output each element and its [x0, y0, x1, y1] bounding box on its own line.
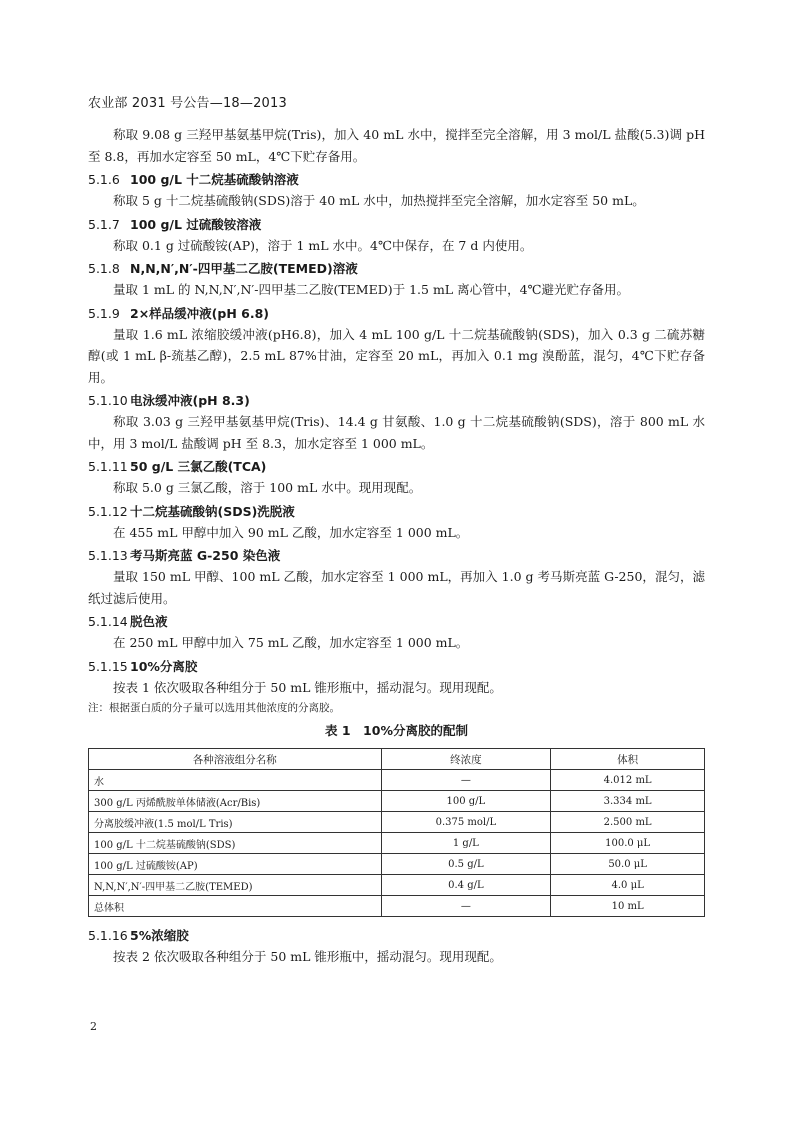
- table-row: [89, 875, 705, 896]
- section-paragraph: 在 250 mL 甲醇中加入 75 mL 乙酸，加水定容至 1 000 mL。: [113, 635, 469, 650]
- document-header: 农业部 2031 号公告—18—2013: [88, 96, 287, 111]
- section-number: 5.1.16: [88, 928, 128, 943]
- section-paragraph: 量取 1.6 mL 浓缩胶缓冲液(pH6.8)，加入 4 mL 100 g/L 十二烷基硫酸钠(SDS)，加入 0.3 g 二硫苏糖醇(或 1 mL β-巯基乙醇)，2.5 mL 87%甘油，定容至 20 mL，再加入 0.1 mg 溴酚蓝，混匀，4℃下贮存备用。: [88, 326, 705, 385]
- section-heading: [88, 545, 705, 566]
- table-cell: 0.4 g/L: [381, 875, 551, 896]
- table-cell: 100 g/L 过硫酸铵(AP): [89, 854, 382, 875]
- table-header-cell: 终浓度: [381, 749, 551, 770]
- table-cell: 10 mL: [551, 896, 705, 917]
- section-title: 50 g/L 三氯乙酸(TCA): [130, 459, 267, 474]
- table-cell: 0.375 mol/L: [381, 812, 551, 833]
- document-body: [88, 124, 705, 968]
- section-heading: [88, 390, 705, 411]
- table-cell: 50.0 μL: [551, 854, 705, 875]
- table-row: [89, 833, 705, 854]
- table-cell: 100 g/L 十二烷基硫酸钠(SDS): [89, 833, 382, 854]
- table-cell: —: [381, 896, 551, 917]
- section-heading: [88, 258, 705, 279]
- section-heading: [88, 656, 705, 677]
- table-header-cell: 各种溶液组分名称: [89, 749, 382, 770]
- table-cell: 2.500 mL: [551, 812, 705, 833]
- section-paragraph: 称取 5 g 十二烷基硫酸钠(SDS)溶于 40 mL 水中，加热搅拌至完全溶解，加水定容至 50 mL。: [113, 193, 645, 208]
- table-cell: 4.012 mL: [551, 770, 705, 791]
- section-title: 100 g/L 十二烷基硫酸钠溶液: [130, 172, 299, 187]
- section-heading: [88, 456, 705, 477]
- section-heading: [88, 925, 705, 946]
- section-title: 2×样品缓冲液(pH 6.8): [130, 305, 270, 321]
- section-number: 5.1.7: [88, 216, 120, 232]
- section-number: 5.1.8: [88, 261, 120, 276]
- intro-paragraph: 称取 9.08 g 三羟甲基氨基甲烷(Tris)，加入 40 mL 水中，搅拌至完全溶解，用 3 mol/L 盐酸(5.3)调 pH 至 8.8，再加水定容至 50 mL，4℃下贮存备用。: [88, 127, 705, 164]
- separating-gel-table: [88, 748, 705, 917]
- table-cell: 总体积: [89, 896, 382, 917]
- section-title: 十二烷基硫酸钠(SDS)洗脱液: [130, 503, 295, 519]
- table-row: [89, 854, 705, 875]
- table-cell: 100 g/L: [381, 791, 551, 812]
- table-header-row: [89, 749, 705, 770]
- section-heading: [88, 303, 705, 324]
- section-number: 5.1.12: [88, 503, 128, 519]
- section-paragraph: 称取 3.03 g 三羟甲基氨基甲烷(Tris)、14.4 g 甘氨酸、1.0 g 十二烷基硫酸钠(SDS)，溶于 800 mL 水中，用 3 mol/L 盐酸调 pH 至 8.3，加水定容至 1 000 mL。: [88, 414, 705, 451]
- table-cell: N,N,N′,N′-四甲基二乙胺(TEMED): [89, 875, 382, 896]
- section-paragraph: 称取 5.0 g 三氯乙酸，溶于 100 mL 水中。现用现配。: [113, 480, 422, 495]
- table-row: [89, 896, 705, 917]
- table-row: [89, 770, 705, 791]
- section-paragraph: 量取 1 mL 的 N,N,N′,N′-四甲基二乙胺(TEMED)于 1.5 mL 离心管中，4℃避光贮存备用。: [113, 282, 630, 297]
- section-paragraph: 量取 150 mL 甲醇、100 mL 乙酸，加水定容至 1 000 mL，再加入 1.0 g 考马斯亮蓝 G-250，混匀，滤纸过滤后使用。: [88, 569, 705, 606]
- section-number: 5.1.6: [88, 172, 120, 187]
- table-cell: 0.5 g/L: [381, 854, 551, 875]
- section-number: 5.1.15: [88, 658, 128, 674]
- section-heading: [88, 611, 705, 632]
- section-title: 电泳缓冲液(pH 8.3): [130, 393, 250, 408]
- table-caption: 表 1 10%分离胶的配制: [325, 723, 468, 738]
- table-cell: 4.0 μL: [551, 875, 705, 896]
- table-note: 注：根据蛋白质的分子量可以选用其他浓度的分离胶。: [88, 702, 340, 714]
- section-heading: [88, 169, 705, 190]
- section-number: 5.1.13: [88, 548, 128, 563]
- section-paragraph: 在 455 mL 甲醇中加入 90 mL 乙酸，加水定容至 1 000 mL。: [113, 524, 469, 540]
- table-cell: 100.0 μL: [551, 833, 705, 854]
- section-paragraph: 按表 2 依次吸取各种组分于 50 mL 锥形瓶中，摇动混匀。现用现配。: [113, 949, 502, 964]
- section-number: 5.1.9: [88, 305, 120, 321]
- section-title: 考马斯亮蓝 G-250 染色液: [130, 548, 281, 563]
- section-title: 10%分离胶: [130, 658, 198, 674]
- section-number: 5.1.14: [88, 614, 128, 629]
- section-paragraph: 按表 1 依次吸取各种组分于 50 mL 锥形瓶中，摇动混匀。现用现配。: [113, 679, 502, 695]
- section-number: 5.1.11: [88, 459, 128, 474]
- section-title: 脱色液: [130, 614, 168, 629]
- section-title: N,N,N′,N′-四甲基二乙胺(TEMED)溶液: [130, 261, 358, 276]
- table-cell: 1 g/L: [381, 833, 551, 854]
- table-cell: 分离胶缓冲液(1.5 mol/L Tris): [89, 812, 382, 833]
- table-row: [89, 812, 705, 833]
- section-title: 5%浓缩胶: [130, 928, 189, 943]
- table-cell: 300 g/L 丙烯酰胺单体储液(Acr/Bis): [89, 791, 382, 812]
- table-cell: 3.334 mL: [551, 791, 705, 812]
- section-number: 5.1.10: [88, 393, 128, 408]
- table-row: [89, 791, 705, 812]
- table-cell: —: [381, 770, 551, 791]
- section-paragraph: 称取 0.1 g 过硫酸铵(AP)，溶于 1 mL 水中。4℃中保存，在 7 d 内使用。: [113, 237, 533, 253]
- table-cell: 水: [89, 770, 382, 791]
- table-header-cell: 体积: [551, 749, 705, 770]
- section-heading: [88, 214, 705, 235]
- section-title: 100 g/L 过硫酸铵溶液: [130, 216, 262, 232]
- page-number: 2: [90, 1020, 97, 1033]
- section-heading: [88, 501, 705, 522]
